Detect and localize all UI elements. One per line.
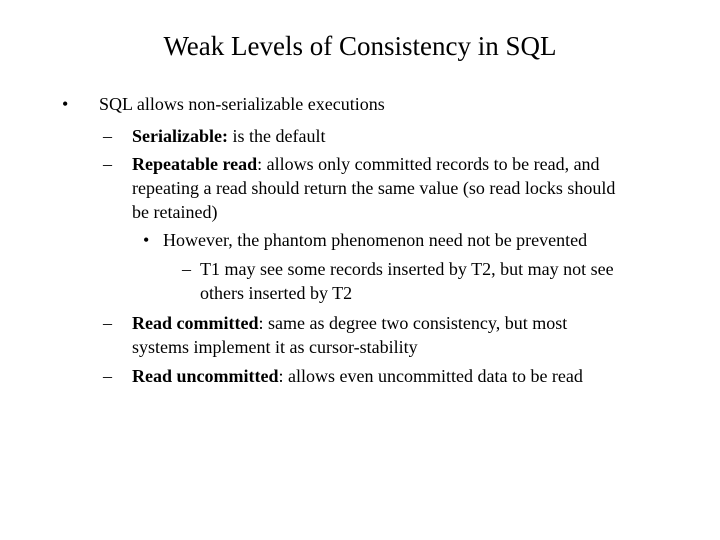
item-description-continued: be retained) xyxy=(132,202,218,222)
sub-sub-bullet-text: T1 may see some records inserted by T2, but may not see xyxy=(200,259,614,279)
item-term: Read committed xyxy=(132,313,259,333)
bullet-marker: • xyxy=(62,94,69,114)
item-description: is the default xyxy=(227,126,326,146)
bullet-marker: • xyxy=(143,230,150,250)
item-description: : same as degree two consistency, but most xyxy=(258,313,568,333)
item-description: : allows only committed records to be read, and xyxy=(257,154,600,174)
slide-title: Weak Levels of Consistency in SQL xyxy=(163,31,557,61)
item-description-continued: repeating a read should return the same value (so read locks should xyxy=(132,178,616,198)
main-bullet-text: SQL allows non-serializable executions xyxy=(99,94,385,114)
item-term: Read uncommitted xyxy=(132,366,279,386)
dash-marker: – xyxy=(103,366,112,386)
dash-marker: – xyxy=(182,259,191,279)
item-description: : allows even uncommitted data to be read xyxy=(278,366,583,386)
dash-marker: – xyxy=(103,313,112,333)
dash-marker: – xyxy=(103,126,112,146)
sub-sub-bullet-continued: others inserted by T2 xyxy=(200,283,353,303)
item-term: Serializable: xyxy=(132,126,228,146)
item-term: Repeatable read xyxy=(132,154,258,174)
sub-bullet-text: However, the phantom phenomenon need not be prevented xyxy=(163,230,588,250)
dash-marker: – xyxy=(103,154,112,174)
item-description-continued: systems implement it as cursor-stability xyxy=(132,337,418,357)
